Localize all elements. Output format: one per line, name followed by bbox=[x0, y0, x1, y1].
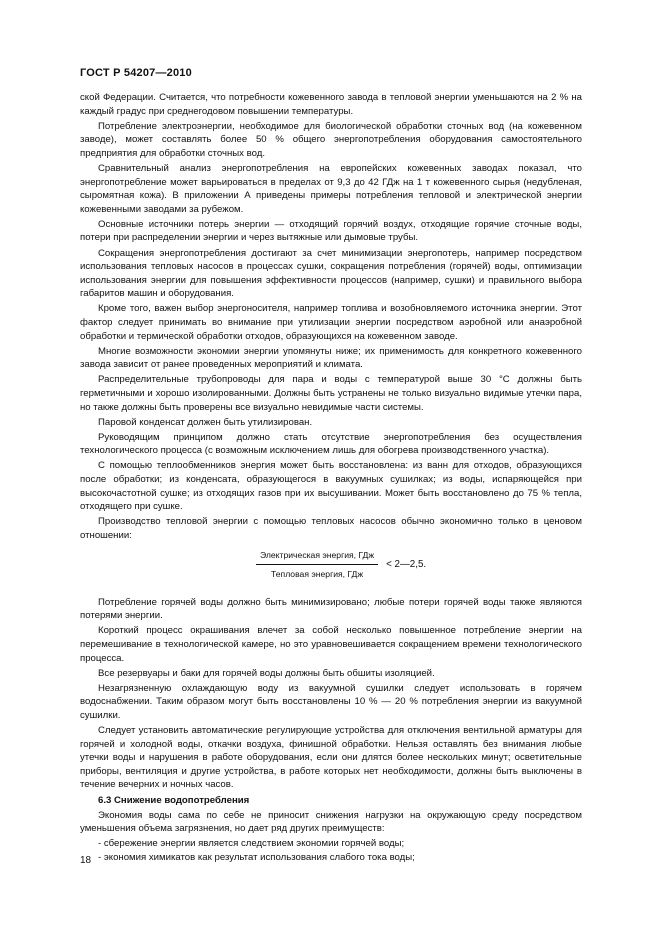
paragraph: Следует установить автоматические регулирующие устройства для отключения вентильной арматуры для горячей и холодной воды, откачки воздуха, финишной обработки. Нельзя оставлять без внимания любые утечки воды и нарушения в работе оборудования, если они длятся более нескольких минут; осветительные приборы, вентиляция и другие устройства, в работе которых нет необходимости, должны быть выключены в течение вечерних и ночных часов. bbox=[80, 725, 582, 791]
paragraph: Производство тепловой энергии с помощью тепловых насосов обычно экономично только в ценовом отношении: bbox=[80, 516, 582, 541]
page-number: 18 bbox=[80, 855, 92, 866]
paragraph: Руководящим принципом должно стать отсутствие энергопотребления без осуществления технологического процесса (с возможным исключением лишь для обогрева производственного участка). bbox=[80, 431, 582, 457]
document-header: ГОСТ Р 54207—2010 bbox=[80, 67, 192, 79]
bullet-list bbox=[80, 837, 582, 864]
formula-relation: < 2—2,5. bbox=[386, 559, 427, 571]
paragraph: ской Федерации. Считается, что потребности кожевенного завода в тепловой энергии уменьшаются на 2 % на каждый градус при среднегодовом повышении температуры. bbox=[80, 92, 582, 117]
list-item: - сбережение энергии является следствием экономии горячей воды; bbox=[98, 837, 582, 851]
paragraph: Потребление электроэнергии, необходимое для биологической обработки сточных вод (на кожевенном заводе), может составлять более 50 % общего энергопотребления оборудования самостоятельного предприятия для обработки сточных вод. bbox=[80, 120, 582, 159]
paragraph: Многие возможности экономии энергии упомянуты ниже; их применимость для конкретного кожевенного завода зависит от ранее проведенных мероприятий и климата. bbox=[80, 345, 582, 371]
paragraph: Экономия воды сама по себе не приносит снижения нагрузки на окружающую среду посредством уменьшения объема загрязнения, но дает ряд других преимуществ: bbox=[80, 809, 582, 835]
paragraph: Незагрязненную охлаждающую воду из вакуумной сушилки следует использовать в горячем водоснабжении. Таким образом могут быть восстановлены 10 % — 20 % потребления энергии из вакуумной сушилки. bbox=[80, 682, 582, 721]
paragraph: Основные источники потерь энергии — отходящий горячий воздух, отходящие горячие сточные воды, потери при распределении энергии и через вытяжные или дымовые трубы. bbox=[80, 218, 582, 244]
paragraph: С помощью теплообменников энергия может быть восстановлена: из ванн для отходов, образующихся после обработки; из конденсата, образующегося в вакуумных сушилках; из воды, испаряющейся при высокочастотной сушке; из отходящих газов при их высушивании. Может быть восстановлено до 75 % тепла, отходящего при сушке. bbox=[80, 460, 582, 513]
list-item: - экономия химикатов как результат использования слабого тока воды; bbox=[98, 851, 582, 865]
formula-fraction bbox=[256, 549, 378, 582]
paragraph: Паровой конденсат должен быть утилизирован. bbox=[98, 416, 313, 428]
paragraph: Распределительные трубопроводы для пара и воды с температурой выше 30 °С должны быть герметичными и хорошо изолированными. Должны быть устранены не только визуально видимые утечки пара, но также должны быть проверены все визуально невидимые части системы. bbox=[80, 374, 582, 413]
paragraph: Сравнительный анализ энергопотребления на европейских кожевенных заводах показал, что энергопотребление может варьироваться в пределах от 9,3 до 42 ГДж на 1 т кожевенного сырья (недубленая, сыромятная кожа). В приложении А приведены примеры потребления тепловой и электрической энергии кожевенными заводами за рубежом. bbox=[80, 162, 582, 215]
page-content bbox=[80, 91, 582, 864]
formula-numerator: Электрическая энергия, ГДж bbox=[256, 549, 378, 566]
section-heading: 6.3 Снижение водопотребления bbox=[98, 794, 250, 806]
paragraph: Кроме того, важен выбор энергоносителя, например топлива и возобновляемого источника энергии. Этот фактор следует принимать во внимание при утилизации энергии посредством аэробной или анаэробной обработки и термической обработки отходов, образующихся на кожевенном заводе. bbox=[80, 303, 582, 342]
paragraph: Потребление горячей воды должно быть минимизировано; любые потери горячей воды также являются потерями энергии. bbox=[80, 596, 582, 622]
formula-denominator: Тепловая энергия, ГДж bbox=[271, 569, 364, 580]
paragraph: Все резервуары и баки для горячей воды должны быть обшиты изоляцией. bbox=[98, 667, 435, 679]
paragraph: Короткий процесс окрашивания влечет за собой несколько повышенное потребление энергии на перемешивание в технологической камере, но это уравновешивается сокращением времени технологического процесса. bbox=[80, 625, 582, 664]
paragraph: Сокращения энергопотребления достигают за счет минимизации энергопотерь, например посредством использования тепловых насосов в процессах сушки, сокращения потребления (горячей) воды, оптимизации использования энергии для повышения эффективности процессов (например, сушки) и правильного выбора габаритов машин и оборудования. bbox=[80, 247, 582, 300]
energy-ratio-formula bbox=[256, 549, 582, 582]
